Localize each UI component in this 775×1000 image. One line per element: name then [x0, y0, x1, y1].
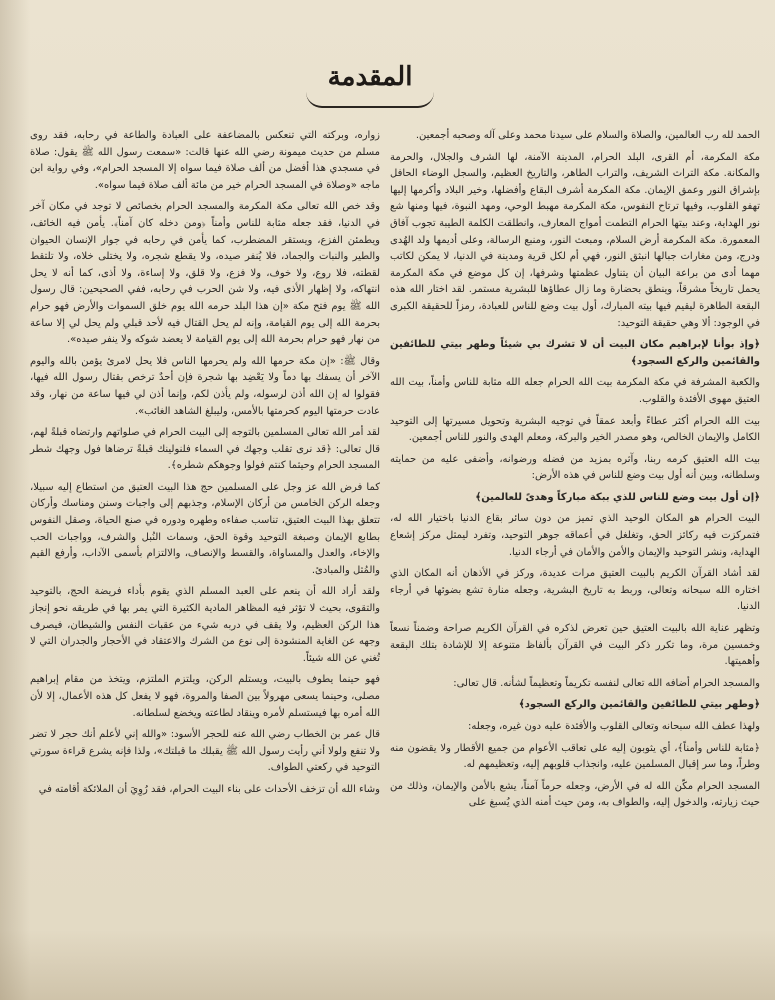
paragraph: بيت الله العتيق كرمه ربنا، وآثره بمزيد من فضله ورضوانه، وأضفى عليه من حمايته وسلطانه، وبين أنه أول بيت وضع للناس في هذه الأرض:	[390, 453, 760, 482]
paragraph: والكعبة المشرفة في مكة المكرمة بيت الله الحرام جعله الله مثابة للناس وأمناً، بيت الله العتيق مهوى الأفئدة والقلوب.	[390, 377, 760, 405]
left-text-column	[30, 128, 380, 804]
paragraph: وتظهر عناية الله بالبيت العتيق حين تعرض لذكره في القرآن الكريم صراحة وضمناً نسعاً وخمسين مرة، وما تكرر ذكر البيت في القرآن بألفاظ متنوعة إلا للإشادة بتلك البقعة وأهميتها.	[390, 623, 760, 668]
title-flourish	[306, 92, 434, 108]
right-text-column	[390, 128, 760, 817]
paragraph: وقال ﷺ: «إن مكة حرمها الله ولم يحرمها الناس فلا يحل لامرئ يؤمن بالله واليوم الآخر أن يسفك بها دماً ولا يَعْضِد بها شجرة فإن أحدٌ ترخص بقتال رسول الله فيها، فقولوا له إن الله أذن لرسوله، ولم يأذن لكم، وإنما أذن لي فيها ساعة من نهار، وقد عادت حرمتها اليوم كحرمتها بالأمس، وليبلغ الشاهد الغائب».	[30, 355, 380, 417]
paragraph: مكة المكرمة، أم القرى، البلد الحرام، المدينة الآمنة، لها الشرف والجلال، والحرمة والمكانة. مكة التراث الشريف، والتراب الطاهر، والتاريخ العظيم، والسجل الوضاء الحافل بإشراق النور وعمق الإيمان. مكة المكرمة أشرف البقاع وأفضلها، وخير البلاد وأكرمها إليها تهفو القلوب، وفيها ترتاح النفوس، مكة المكرمة مهبط الوحي، ومهد النبوة، فيها ومنها شع نور الهداية، وعند بيتها الحرام التطمت أمواج المعارف، وانطلقت الكلمة الطيبة تجوب آفاق المعمورة. مكة المكرمة أرض السلام، ومبعث النور، ومنبع الرسالة، وعلى أديمها ولد الهُدى ودرج، ومن مغارات جبالها انبثق النور، فهي أم لكل قرية ومدينة في الدنيا، لا يمكن لكاتب مهما أدى من براعة البيان أن يتناول عظمتها وشرفها، إن كل موضع في مكة المكرمة يحمل تاريخاً مشرقاً، وينطق بحضارة وما زال عطاؤها للبشرية مستمر. لقد اختار الله هذه البقعة الطاهرة ليقيم فيها بيته المبارك، أول بيت وضع للناس للعبادة، رمزاً للحقيقة الكبرى في الوجود: ألا وهي حقيقة التوحيد:	[390, 151, 760, 329]
quran-verse: ﴿وإذ بوأنا لإبراهيم مكان البيت أن لا تشرك بي شيئاً وطهر بيتي للطائفين والقائمين والركع السجود﴾	[390, 339, 760, 367]
chapter-title-text: المقدمة	[327, 62, 413, 92]
page-bottom-shadow	[0, 930, 775, 1000]
paragraph: ولقد أراد الله أن ينعم على العبد المسلم الذي يقوم بأداء فريضة الحج، بالتوحيد والتقوى، بحيث لا تؤثر فيه المظاهر المادية الكثيرة التي يمر بها في طريقه نحو إنجاز هذا الركن العظيم، ولا يقف في دربه شيء من عقبات النفس والشيطان، فيصرف وجهه عن الغاية المنشودة إلى نوع من الشرك والاعتقاد في الأحجار والجدران التي لا تُغني عن الله شيئاً.	[30, 586, 380, 664]
paragraph: كما فرض الله عز وجل على المسلمين حج هذا البيت العتيق من استطاع إليه سبيلا، وجعله الركن الخامس من أركان الإسلام، وجذبهم إلى واجبات وسنن ومناسك وأركان تتعلق بهذا البيت العتيق، تناسب صفاءه وطهره ودوره في صنع الحياة، وصقل النفوس بطابع الإيمان وصبغة التوحيد وقوة الحق، وسمات النُبل والشرف، وواجبات الحب والإخاء، والعدل والمساواة، والقسط والإنصاف، والالتزام بأسمى الآداب، وأرفع القيم والمُثل والمبادئ.	[30, 481, 380, 576]
quran-verse: ﴿وطهر بيتي للطائفين والقائمين والركع السجود﴾	[518, 699, 760, 711]
paragraph: لقد أمر الله تعالى المسلمين بالتوجه إلى البيت الحرام في صلواتهم وارتضاه قبلةً لهم، قال تعالى: ﴿قد نرى تقلب وجهك في السماء فلنولينك قبلةً ترضاها فول وجهك شطر المسجد الحرام وحيثما كنتم فولوا وجوهكم شطره﴾.	[30, 427, 380, 472]
paragraph: ﴿مثابة للناس وأمناً﴾، أي يثوبون إليه على تعاقب الأعوام من جميع الأقطار ولا يقضون منه وطراً، وما سر إقبال المسلمين عليه، وانجذاب قلوبهم إليه، وتعظيمهم له.	[390, 742, 760, 771]
paragraph: الحمد لله رب العالمين، والصلاة والسلام على سيدنا محمد وعلى آله وصحبه أجمعين.	[415, 130, 760, 141]
chapter-title	[300, 62, 440, 112]
paragraph: لقد أشاد القرآن الكريم بالبيت العتيق مرات عديدة، وركز في الأذهان أنه المكان الذي اختاره الله سبحانه وتعالى، وربط به تاريخ البشرية، وجعله منارة تشع بضوئها في أرجاء الدنيا.	[390, 568, 760, 613]
paragraph: قال عمر بن الخطاب رضي الله عنه للحجر الأسود: «والله إني لأعلم أنك حجر لا تضر ولا تنفع ولولا أني رأيت رسول الله ﷺ يقبلك ما قبلتك»، ولذا فإنه يشرع قراءة سورتي التوحيد في ركعتي الطواف.	[30, 729, 380, 774]
paragraph: ولهذا عطف الله سبحانه وتعالى القلوب والأفئدة عليه دون غيره، وجعله:	[468, 721, 760, 732]
page-spine-shadow	[0, 0, 30, 1000]
paragraph: وقد خص الله تعالى مكة المكرمة والمسجد الحرام بخصائص لا توجد في مكان آخر في الدنيا، فقد جعله مثابة للناس وأمناً ﴿ومن دخله كان آمناً﴾. يأمن فيه الخائف، ويطمئن الفزع، ويستقر المضطرب، كما يأمن في رحابه في جوار الإنسان الحيوان والطير والنبات والجماد، فلا يُنفر صيده، ولا يقطع شجره، ولا يختلى خلاه، ولا تلتقط لقطته، فلا روع، ولا خوف، ولا فزع، ولا قلق، ولا إساءة، ولا أذى، كما أنه لا يحل انتهاكه، ولا إظهار الأذى فيه، ولا شن الحرب في رحابه، ففي الصحيحين: قال رسول الله ﷺ يوم فتح مكة «إن هذا البلد حرمه الله يوم خلق السموات والأرض فهو حرام بحرمة الله إلى يوم القيامة، وإنه لم يحل القتال فيه لأحد قبلي ولم يحل لي إلا ساعة من نهار فهو حرام بحرمة الله إلى يوم القيامة لا يعضد شوكه ولا ينفر صيده».	[30, 201, 380, 346]
paragraph: بيت الله الحرام أكثر عطاءً وأبعد عمقاً في توجيه البشرية وتحويل مسيرتها إلى التوحيد الكامل والإيمان الخالص، وهو مصدر الخير والبركة، ومعلم الهدى والنور للناس أجمعين.	[390, 415, 760, 444]
paragraph: البيت الحرام هو المكان الوحيد الذي تميز من دون سائر بقاع الدنيا باختيار الله له، فتمركزت فيه ركائز الحق، وتغلغل في أعماقه جوهر التوحيد، وتفرد ليمثل مركز إشعاع الهداية، ونشر التوحيد والإيمان والأمن والأمان في أرجاء الدنيا.	[390, 513, 760, 558]
paragraph: المسجد الحرام مكّن الله له في الأرض، وجعله حرماً آمناً، يشع بالأمن والإيمان، وذلك من حيث زيارته، والدخول إليه، والطواف به، ومن حيث أمنه الذي يُسبغ على	[390, 780, 760, 809]
quran-verse: ﴿إن أول بيت وضع للناس للذي ببكة مباركاً وهدىً للعالمين﴾	[475, 491, 760, 503]
paragraph: وشاء الله أن تزخف الأحداث على بناء البيت الحرام، فقد رُوِيَ أن الملائكة أقامته في	[38, 783, 380, 795]
paragraph: والمسجد الحرام أضافه الله تعالى لنفسه تكريماً وتعظيماً لشأنه. قال تعالى:	[453, 677, 760, 689]
paragraph: زواره، وبركته التي تنعكس بالمضاعفة على العبادة والطاعة في رحابه، فقد روى مسلم من حديث ميمونة رضي الله عنها قالت: «سمعت رسول الله ﷺ يقول: صلاة في مسجدي هذا أفضل من ألف صلاة فيما سواه إلا المسجد الحرام»، وفي رواية ابن ماجه «وصلاة في المسجد الحرام خير من مائة ألف صلاة فيما سواه».	[30, 130, 380, 191]
paragraph: فهو حينما يطوف بالبيت، ويستلم الركن، ويلتزم الملتزم، ويتخذ من مقام إبراهيم مصلى، وحينما يسعى مهرولاً بين الصفا والمروة، فهو لا يفعل كل هذه الأعمال، إلا لأن الله أمره بها فيستسلم لأمره وينقاد لطاعته ويخضع لسلطانه.	[30, 674, 380, 719]
